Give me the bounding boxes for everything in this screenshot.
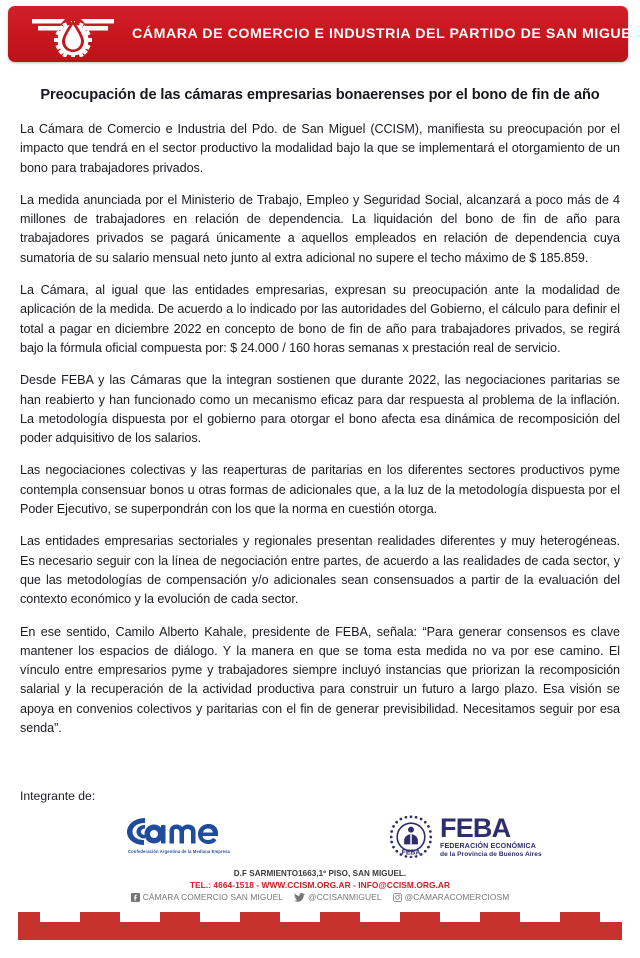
feba-emblem-text: FEBA (401, 849, 421, 857)
facebook-icon[interactable] (131, 893, 140, 902)
integrante-label: Integrante de: (20, 789, 96, 803)
member-logos-row (0, 812, 640, 874)
twitter-icon[interactable] (294, 893, 305, 902)
header-title: CÁMARA DE COMERCIO E INDUSTRIA DEL PARTIDO DE SAN MIGUEL (132, 26, 640, 42)
paragraph: Las negociaciones colectivas y las reaperturas de paritarias en los diferentes sectores productivos pyme contempla consensuar bonos u otras formas de adicionales que, a la luz de la metodología dispuesta por el Poder Ejecutivo, se superpondrán con los que la norma en cuestión otorga. (20, 463, 620, 517)
paragraph: Desde FEBA y las Cámaras que la integran sostienen que durante 2022, las negociaciones paritarias se han reabierto y han funcionado como un mecanismo eficaz para dar respuesta al problema de la inflación. La metodología dispuesta por el gobierno para otorgar el bono afecta esa dinámica de recomposición del poder adquisitivo de los salarios. (20, 373, 620, 446)
feba-logo-block (388, 814, 542, 860)
social-handles-row (0, 891, 640, 903)
document-body (20, 120, 620, 751)
facebook-handle[interactable]: CÁMARA COMERCIO SAN MIGUEL (142, 892, 284, 902)
paragraph: La Cámara de Comercio e Industria del Pdo. de San Miguel (CCISM), manifiesta su preocupación por el impacto que tendrá en el sector productivo la modalidad bajo la que se implementará el otorgamiento de un bono para trabajadores privados. (20, 122, 620, 175)
contact-block (0, 868, 640, 903)
twitter-handle[interactable]: @CCISANMIGUEL (308, 892, 382, 902)
page-title: Preocupación de las cámaras empresarias bonaerenses por el bono de fin de año (40, 87, 600, 103)
paragraph: En ese sentido, Camilo Alberto Kahale, presidente de FEBA, señala: “Para generar consensos es clave mantener los espacios de diálogo. Y la manera en que se toma esta medida no va por ese camino. El vínculo entre empresarios pyme y trabajadores siempre incluyó instancias que priorizan la recomposición salarial y la recuperación de la actividad productiva para construir un futuro a largo plazo. Esa visión se apoya en convenios colectivos y paritarias con el fin de generar previsibilidad. Necesitamos seguir por esa senda”. (20, 624, 620, 736)
bottom-crenellated-bar (0, 912, 640, 940)
came-logo-block (115, 816, 243, 854)
instagram-handle[interactable]: @CAMARACOMERCIOSM (404, 892, 510, 902)
header-bar (8, 6, 640, 62)
feba-logo (388, 814, 434, 860)
contact-address: D.F SARMIENTO1663,1º PISO, SAN MIGUEL. (233, 869, 407, 878)
paragraph: La Cámara, al igual que las entidades empresarias, expresan su preocupación ante la modalidad de aplicación de la medida. De acuerdo a lo indicado por las autoridades del Gobierno, el cálculo para definir el total a pagar en diciembre 2022 en concepto de bono de fin de año para trabajadores privados, se regirá bajo la fórmula oficial compuesta por: $ 24.000 / 160 horas semanas x prestación real de servicio. (20, 283, 620, 355)
paragraph: Las entidades empresarias sectoriales y regionales presentan realidades diferentes y muy heterogéneas. Es necesario seguir con la línea de negociación entre partes, de acuerdo a las realidades de cada sector, y que las metodologías de compensación y/o adicionales sean consensuados a partir de la evaluación del contexto económico y la evolución de cada sector. (20, 534, 620, 607)
winged-gear-droplet-logo (30, 11, 116, 57)
came-logo (123, 816, 235, 846)
paragraph: La medida anunciada por el Ministerio de Trabajo, Empleo y Seguridad Social, alcanzará a poco más de 4 millones de trabajadores en relación de dependencia. La liquidación del bono de fin de año para trabajadores privados se pagará únicamente a aquellos empleados en relación de dependencia cuya sumatoria de su salario mensual neto junto al extra adicional no supere el techo máximo de $ 185.859. (20, 192, 620, 265)
feba-subtitle-line2: de la Provincia de Buenos Aires (440, 851, 542, 858)
contact-tel-web-email[interactable]: TEL.: 4664-1518 - WWW.CCISM.ORG.AR - INFO@CCISM.ORG.AR (189, 880, 451, 890)
came-tagline: Confederación Argentina de la Mediana Empresa (128, 849, 230, 854)
feba-subtitle-line1: FEDERACIÓN ECONÓMICA (440, 842, 537, 850)
feba-wordmark: FEBA (440, 813, 511, 843)
instagram-icon[interactable] (393, 893, 402, 902)
